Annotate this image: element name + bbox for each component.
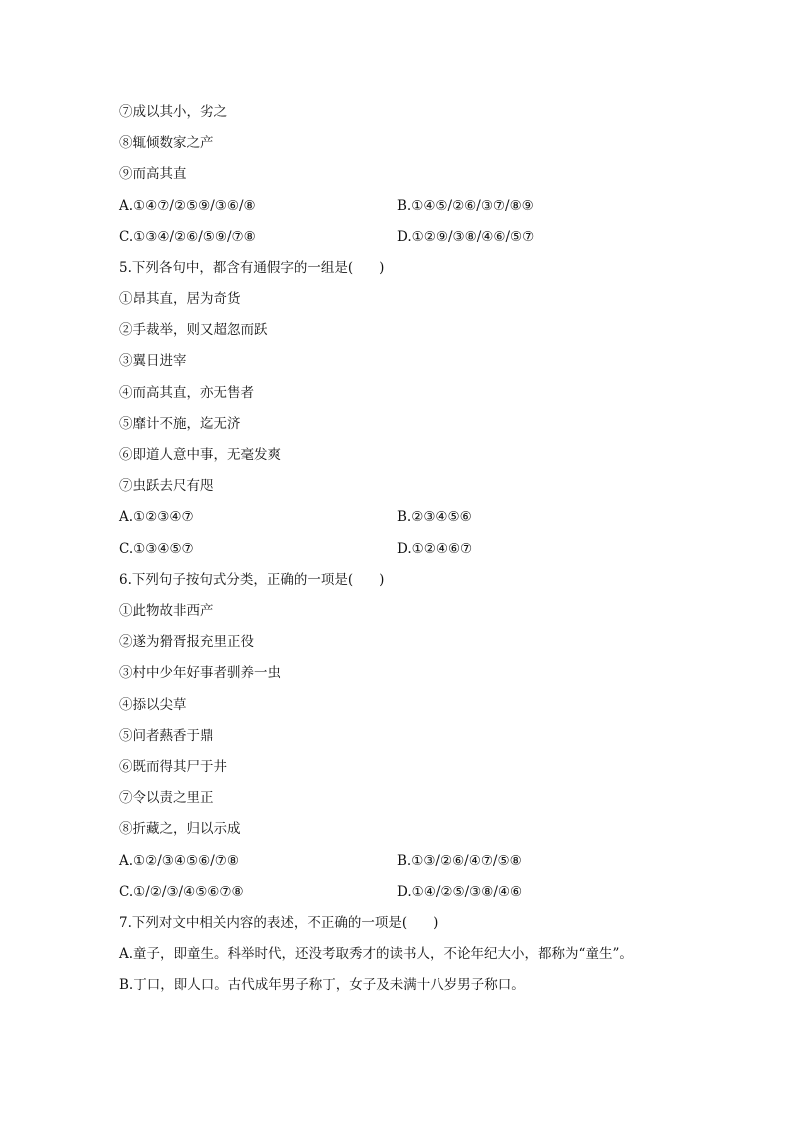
q6-stem-text: 6.下列句子按句式分类，正确的一项是(: [119, 572, 354, 588]
q7-option-b: B.丁口，即人口。古代成年男子称丁，女子及未满十八岁男子称口。: [119, 977, 525, 993]
q6-item-7: ⑦令以责之里正: [119, 790, 214, 806]
q5-item-3: ③翼日进宰: [119, 353, 187, 369]
q5-item-5: ⑤靡计不施，迄无济: [119, 416, 241, 432]
q6-item-6: ⑥既而得其尸于井: [119, 759, 227, 775]
q6-item-8: ⑧折藏之，归以示成: [119, 821, 241, 837]
q4-item-7: ⑦成以其小，劣之: [119, 104, 227, 120]
q4-option-c: C.①③④/②⑥/⑤⑨/⑦⑧: [119, 229, 256, 245]
q6-option-d: D.①④/②⑤/③⑧/④⑥: [397, 884, 523, 900]
q7-option-a: A.童子，即童生。科举时代，还没考取秀才的读书人，不论年纪大小，都称为“童生”。: [119, 946, 633, 962]
q5-item-2: ②手裁举，则又超忽而跃: [119, 322, 268, 338]
q4-option-a: A.①④⑦/②⑤⑨/③⑥/⑧: [119, 198, 256, 214]
q4-option-d: D.①②⑨/③⑧/④⑥/⑤⑦: [397, 229, 535, 245]
q6-option-a: A.①②/③④⑤⑥/⑦⑧: [119, 853, 239, 869]
q7-stem-text: 7.下列对文中相关内容的表述，不正确的一项是(: [119, 915, 408, 931]
q7-stem: [119, 914, 438, 932]
q6-item-4: ④掭以尖草: [119, 697, 187, 713]
q6-item-5: ⑤问者爇香于鼎: [119, 728, 214, 744]
q7-stem-close: ): [433, 915, 439, 931]
q5-option-d: D.①②④⑥⑦: [397, 541, 473, 557]
q5-item-6: ⑥即道人意中事，无毫发爽: [119, 447, 281, 463]
q6-option-b: B.①③/②⑥/④⑦/⑤⑧: [397, 853, 522, 869]
q6-option-c: C.①/②/③/④⑤⑥⑦⑧: [119, 884, 244, 900]
q4-option-b: B.①④⑤/②⑥/③⑦/⑧⑨: [397, 198, 534, 214]
q6-item-1: ①此物故非西产: [119, 603, 214, 619]
q5-item-7: ⑦虫跃去尺有咫: [119, 478, 214, 494]
q4-item-9: ⑨而高其直: [119, 166, 187, 182]
q5-option-a: A.①②③④⑦: [119, 509, 194, 525]
q5-stem-close: ): [379, 260, 385, 276]
q5-stem-text: 5.下列各句中，都含有通假字的一组是(: [119, 260, 354, 276]
q6-item-2: ②遂为猾胥报充里正役: [119, 634, 254, 650]
q5-option-b: B.②③④⑤⑥: [397, 509, 472, 525]
q5-option-c: C.①③④⑤⑦: [119, 541, 194, 557]
q6-stem-close: ): [379, 572, 385, 588]
q5-item-1: ①昂其直，居为奇货: [119, 291, 241, 307]
q5-item-4: ④而高其直，亦无售者: [119, 385, 254, 401]
q6-item-3: ③村中少年好事者驯养一虫: [119, 665, 281, 681]
q6-stem: [119, 571, 384, 589]
q4-item-8: ⑧辄倾数家之产: [119, 135, 214, 151]
q5-stem: [119, 259, 384, 277]
